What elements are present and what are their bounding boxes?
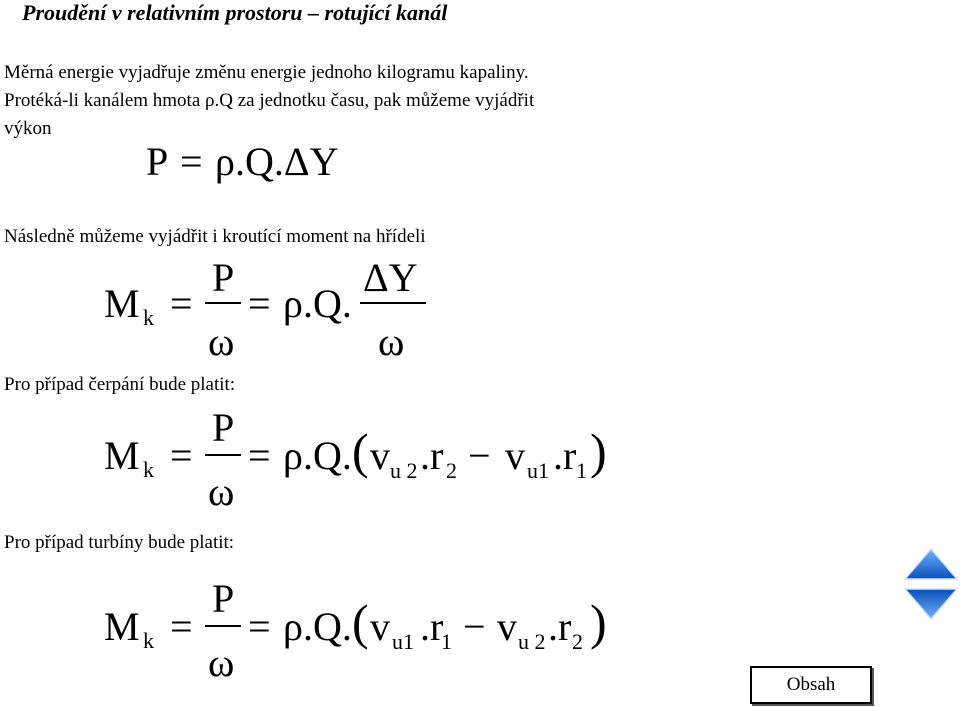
formula-pump-M: M [104,433,140,478]
formula-power-lhs: P [146,139,169,184]
formula-moment-numerator: P [212,255,235,300]
formula-pump-sub-k: k [143,457,154,482]
formula-pump-r1: .r [420,433,444,478]
intro-line-2: Protéká-li kanálem hmota ρ.Q za jednotku času, pak můžeme vyjádřit [4,90,535,111]
formula-pump-denominator: ω [208,469,235,514]
formula-turbine-equals-1: = [170,604,193,649]
formula-turbine-right-paren: ) [590,594,607,650]
formula-pump-v1: v [370,433,390,478]
formula-moment-denominator-2: ω [378,319,405,364]
nav-up-button[interactable] [904,548,958,582]
formula-turbine-r1: .r [420,604,444,649]
pump-text: Pro případ čerpání bude platit: [4,374,236,395]
nav-down-button[interactable] [904,586,958,620]
formula-turbine-M: M [104,604,140,649]
formula-pump-r2: .r [553,433,577,478]
formula-turbine-rhoq: ρ.Q. [283,604,352,649]
formula-moment-rhoq: ρ.Q. [283,281,352,326]
formula-turbine-numerator: P [212,576,235,621]
formula-moment-equals-1: = [170,281,193,326]
intro-line-3: výkon [4,118,52,139]
formula-pump-sub-1: 1 [576,458,587,483]
formula-moment-numerator-2: ΔY [363,255,418,300]
moment-text: Následně můžeme vyjádřit i kroutící moment na hřídeli [4,226,426,247]
formula-pump-left-paren: ( [352,423,369,479]
formula-pump-sub-u2: u 2 [390,458,418,483]
formula-turbine-r2: .r [548,604,572,649]
formula-turbine-equals-2: = [248,604,271,649]
formula-turbine-sub-u1: u1 [392,629,414,654]
obsah-button[interactable]: Obsah [750,666,872,704]
formula-pump-right-paren: ) [590,423,607,479]
formula-pump-rhoq: ρ.Q. [283,433,352,478]
formula-turbine-sub-k: k [143,628,154,653]
formula-turbine-left-paren: ( [352,594,369,650]
formula-moment-sub-k: k [143,305,154,330]
formula-moment-equals-2: = [248,281,271,326]
formula-pump-equals-2: = [248,433,271,478]
formula-turbine-v1: v [370,604,390,649]
fraction-bar [205,302,241,304]
formula-pump-sub-2: 2 [446,458,457,483]
formula-pump-sub-u1: u1 [527,458,549,483]
formula-turbine-denominator: ω [208,640,235,685]
turbine-text: Pro případ turbíny bude platit: [4,532,235,553]
formula-turbine-minus: − [463,604,486,649]
formula-turbine-v2: v [497,604,517,649]
triangle-down-icon [904,586,958,620]
formula-pump-numerator: P [212,405,235,450]
fraction-bar [205,625,241,627]
formula-pump-minus: − [468,433,491,478]
fraction-bar [360,302,426,304]
formula-power-equals: = [180,139,203,184]
triangle-up-icon [904,548,958,582]
formula-turbine-sub-1: 1 [441,629,452,654]
formula-turbine-sub-u2: u 2 [518,629,546,654]
formula-moment-M: M [104,281,140,326]
fraction-bar [205,454,241,456]
page-title: Proudění v relativním prostoru – rotující kanál [22,0,448,25]
formula-power-rhs: ρ.Q.ΔY [215,139,339,184]
formula-moment-denominator: ω [208,319,235,364]
intro-line-1: Měrná energie vyjadřuje změnu energie jednoho kilogramu kapaliny. [4,62,529,83]
formula-pump-v2: v [505,433,525,478]
formula-pump-equals-1: = [170,433,193,478]
formula-turbine-sub-2: 2 [572,629,583,654]
